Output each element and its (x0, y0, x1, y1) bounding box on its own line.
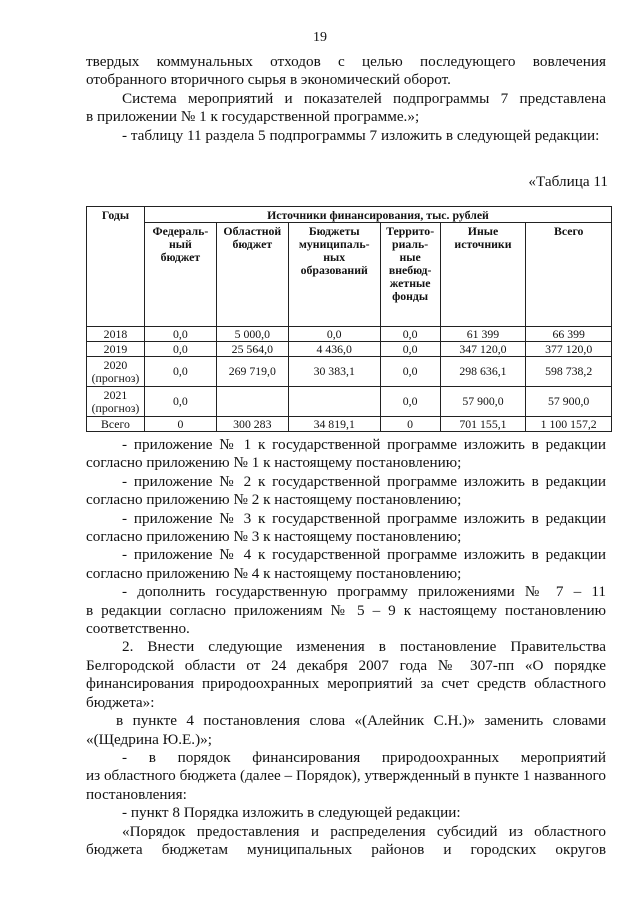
text-line: твердых коммунальных отходов с целью последующего вовлечения (86, 53, 606, 70)
text-line: согласно приложению № 4 к настоящему постановлению; (86, 564, 462, 582)
column-header-other: Иные источники (440, 223, 526, 327)
cell-federal: 0,0 (144, 327, 216, 342)
intro-text (86, 53, 606, 145)
cell-year: Всего (87, 417, 145, 432)
text-line: бюджета»: (86, 693, 155, 711)
cell-funds: 0 (380, 417, 440, 432)
cell-municipal (288, 387, 380, 417)
cell-regional: 25 564,0 (216, 342, 288, 357)
cell-total: 598 738,2 (526, 357, 612, 387)
text-line: «Порядок предоставления и распределения субсидий из областного (122, 822, 606, 840)
table-row (87, 327, 612, 342)
text-line: бюджета бюджетам муниципальных районов и городских округов (86, 840, 606, 858)
cell-regional (216, 387, 288, 417)
cell-municipal: 4 436,0 (288, 342, 380, 357)
cell-federal: 0,0 (144, 342, 216, 357)
cell-total: 57 900,0 (526, 387, 612, 417)
text-line: соответственно. (86, 620, 190, 638)
text-line: Система мероприятий и показателей подпрограммы 7 представлена (122, 89, 606, 107)
column-header-regional: Областной бюджет (216, 223, 288, 327)
text-line: - в порядок финансирования природоохранных мероприятий (122, 748, 606, 766)
cell-regional: 5 000,0 (216, 327, 288, 342)
amendments-text (86, 436, 606, 859)
page-number: 19 (313, 30, 327, 45)
text-line: - таблицу 11 раздела 5 подпрограммы 7 изложить в следующей редакции: (122, 126, 600, 144)
cell-federal: 0,0 (144, 357, 216, 387)
text-line: в редакции согласно приложениям № 5 – 9 к настоящему постановлению (86, 601, 606, 619)
cell-funds: 0,0 (380, 387, 440, 417)
text-line: финансирования природоохранных мероприятий за счет средств областного (86, 675, 606, 693)
text-line: «(Щедрина Ю.Е.)»; (86, 730, 212, 748)
text-line: в приложении № 1 к государственной программе.»; (86, 108, 420, 126)
cell-other: 701 155,1 (440, 417, 526, 432)
financing-table (86, 206, 612, 432)
text-line: - приложение № 4 к государственной программе изложить в редакции (122, 546, 606, 564)
table-row (87, 387, 612, 417)
text-line: согласно приложению № 2 к настоящему постановлению; (86, 491, 462, 509)
table-row (87, 342, 612, 357)
cell-other: 57 900,0 (440, 387, 526, 417)
cell-federal: 0 (144, 417, 216, 432)
cell-municipal: 34 819,1 (288, 417, 380, 432)
text-line: согласно приложению № 1 к настоящему постановлению; (86, 454, 462, 472)
cell-municipal: 0,0 (288, 327, 380, 342)
text-line: - приложение № 1 к государственной программе изложить в редакции (122, 436, 606, 453)
text-line: в пункте 4 постановления слова «(Алейник С.Н.)» заменить словами (116, 712, 606, 730)
text-line: - дополнить государственную программу приложениями № 7 – 11 (122, 583, 606, 601)
cell-regional: 300 283 (216, 417, 288, 432)
cell-other: 347 120,0 (440, 342, 526, 357)
text-line: отобранного вторичного сырья в экономический оборот. (86, 71, 451, 89)
text-line: постановления: (86, 785, 187, 803)
cell-total: 1 100 157,2 (526, 417, 612, 432)
table-row (87, 357, 612, 387)
text-line: - приложение № 2 к государственной программе изложить в редакции (122, 472, 606, 490)
column-header-total: Всего (526, 223, 612, 327)
table-caption: «Таблица 11 (528, 173, 608, 190)
column-header-funds: Террито- риаль- ные внебюд- жетные фонды (380, 223, 440, 327)
cell-other: 298 636,1 (440, 357, 526, 387)
text-line: согласно приложению № 3 к настоящему постановлению; (86, 528, 462, 546)
text-line: - пункт 8 Порядка изложить в следующей редакции: (122, 804, 461, 822)
cell-federal: 0,0 (144, 387, 216, 417)
cell-regional: 269 719,0 (216, 357, 288, 387)
text-line: - приложение № 3 к государственной программе изложить в редакции (122, 509, 606, 527)
table-row-total (87, 417, 612, 432)
cell-year: 2021 (прогноз) (87, 387, 145, 417)
cell-year: 2019 (87, 342, 145, 357)
cell-total: 66 399 (526, 327, 612, 342)
column-header-federal: Федераль- ный бюджет (144, 223, 216, 327)
cell-other: 61 399 (440, 327, 526, 342)
cell-funds: 0,0 (380, 327, 440, 342)
cell-total: 377 120,0 (526, 342, 612, 357)
year-column-header: Годы (87, 207, 145, 327)
text-line: из областного бюджета (далее – Порядок), утвержденный в пункте 1 названного (86, 767, 606, 785)
cell-year: 2018 (87, 327, 145, 342)
cell-funds: 0,0 (380, 357, 440, 387)
text-line: Белгородской области от 24 декабря 2007 года № 307-пп «О порядке (86, 656, 606, 674)
funding-sources-header: Источники финансирования, тыс. рублей (144, 207, 611, 223)
text-line: 2. Внести следующие изменения в постановление Правительства (122, 638, 606, 656)
column-header-municipal: Бюджеты муниципаль- ных образований (288, 223, 380, 327)
cell-funds: 0,0 (380, 342, 440, 357)
cell-municipal: 30 383,1 (288, 357, 380, 387)
cell-year: 2020 (прогноз) (87, 357, 145, 387)
